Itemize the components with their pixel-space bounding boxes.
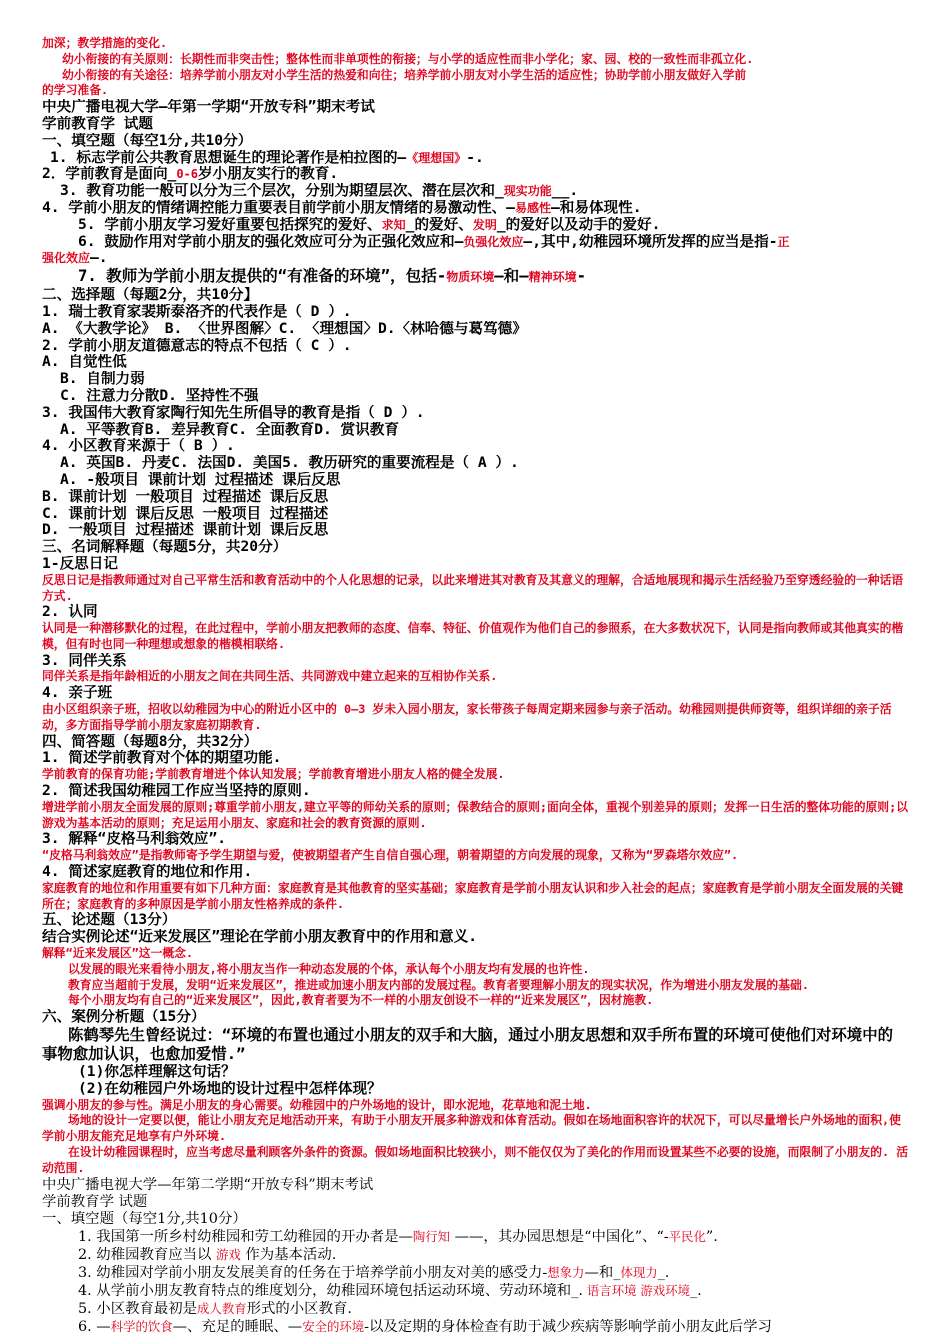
exam1-section5-heading: 五、论述题（13分）: [42, 912, 177, 929]
question-text: ”.: [705, 1228, 718, 1245]
intro-approaches: 幼小衔接的有关途径：培养学前小朋友对小学生活的热爱和向往；培养学前小朋友对小学生活的适应性；协助学前小朋友做好入学前: [62, 67, 747, 82]
exam1-choice-q2-option-b: B. 自制力弱: [60, 371, 145, 388]
case-question-2: (2)在幼稚园户外场地的设计过程中怎样体现？: [78, 1080, 382, 1097]
exam1-choice-q3: 3. 我国伟大教育家陶行知先生所倡导的教育是指（ D ）.: [42, 404, 425, 421]
exam2-fill-q3: [42, 1264, 908, 1282]
question-text: ——，其办园思想是“中国化”、“-: [450, 1228, 669, 1245]
essay-answer-2: 以发展的眼光来看待小朋友,将小朋友当作一种动态发展的个体，承认每个小朋友均有发展的也许性.: [68, 961, 590, 976]
question-text: 3. 教育功能一般可以分为三个层次，分别为期望层次、潜在层次和_: [60, 183, 504, 200]
question-text: 岁小朋友实行的教育.: [198, 166, 339, 183]
essay-answer-4: 每个小朋友均有自己的“近来发展区”，因此,教育者要为不一样的小朋友创设不一样的“近来发展区”，因材施教.: [68, 993, 654, 1008]
question-text: 形式的小区教育.: [246, 1300, 352, 1317]
question-text: _.: [689, 1282, 702, 1299]
answer: 科学的饮食: [110, 1318, 173, 1334]
exam1-choice-q5-option-b: B. 课前计划 一般项目 过程描述 课后反思: [42, 488, 329, 505]
exam1-choice-q2: 2. 学前小朋友道德意志的特点不包括（ C ）.: [42, 337, 352, 354]
short-answer-a1: 学前教育的保育功能;学前教育增进个体认知发展；学前教育增进小朋友人格的健全发展.: [42, 767, 505, 782]
exam1-choice-q4-options: A. 英国B. 丹麦C. 法国D. 美国5. 教历研究的重要流程是（ A ）.: [60, 455, 519, 472]
exam1-choice-q5-option-d: D. 一般项目 过程描述 课前计划 课后反思: [42, 522, 329, 539]
exam1-fill-q2: [42, 166, 908, 183]
case-text: 陈鹤琴先生曾经说过：“环境的布置也通过小朋友的双手和大脑，通过小朋友思想和双手所布置的环境可使他们对环境中的事物愈加认识，也愈加爱惜.”: [42, 1026, 893, 1064]
exam1-choice-q2-option-cd: C. 注意力分散D. 坚持性不强: [60, 387, 259, 404]
exam2-fill-q1: [42, 1228, 908, 1246]
answer: 游戏: [216, 1246, 241, 1262]
exam1-choice-q3-options: A. 平等教育B. 差异教育C. 全面教育D. 赏识教育: [60, 421, 399, 438]
exam1-section6-heading: 六、案例分析题（15分）: [42, 1009, 206, 1026]
exam1-choice-q5-option-c: C. 课前计划 课后反思 一般项目 过程描述: [42, 505, 329, 522]
answer: 负强化效应: [463, 234, 524, 249]
question-text: 2．学前教育是面向_: [42, 166, 177, 183]
intro-line: 加深；教学措施的变化.: [42, 36, 168, 50]
exam1-choice-q1-options: A. 《大教学论》 B. 〈世界图解〉C. 〈理想国〉D.〈林哈德与葛笃德》: [42, 320, 527, 337]
question-text: 1. 我国第一所乡村幼稚园和劳工幼稚园的开办者是—: [78, 1228, 413, 1245]
short-answer-q2: 2. 简述我国幼稚园工作应当坚持的原则.: [42, 783, 311, 800]
answer: 物质环境: [446, 270, 495, 285]
answer: 平民化: [668, 1228, 706, 1244]
question-text: -: [576, 267, 587, 286]
question-text: 2. 幼稚园教育应当以: [78, 1246, 217, 1263]
term-1: 1-反思日记: [42, 555, 118, 572]
exam1-fill-q1: [42, 150, 908, 167]
answer: 现实功能: [503, 184, 552, 199]
case-answer-1: 强调小朋友的参与性。满足小朋友的身心需要。幼稚园中的户外场地的设计，即水泥地，花草地和泥土地.: [42, 1097, 592, 1112]
answer: 0-6: [176, 167, 199, 182]
question-text: __.: [551, 183, 579, 200]
term-3: 3. 同伴关系: [42, 652, 127, 669]
term-2-definition: 认同是一种潜移默化的过程，在此过程中，学前小朋友把教师的态度、信奉、特征、价值观作为他们自己的参照系，在大多数状况下，认同是指向教师或其他真实的楷模，但有时也同一种理想或想象的楷模相联络.: [42, 621, 904, 651]
short-answer-q3: 3. 解释“皮格马利翁效应”.: [42, 831, 227, 848]
essay-answer-1: 解释“近来发展区”这一概念.: [42, 946, 194, 961]
short-answer-a2: 增进学前小朋友全面发展的原则;尊重学前小朋友,建立平等的师幼关系的原则；保教结合的原则;面向全体，重视个别差异的原则；发挥一日生活的整体功能的原则;以游戏为基本活动的原则；充足运用小朋友、家庭和社会的教育资源的原则.: [42, 799, 908, 830]
question-text: _.: [657, 1264, 670, 1281]
answer: 安全的环境: [302, 1318, 365, 1334]
intro-principles: 幼小衔接的有关原则：长期性而非突击性；整体性而非单项性的衔接；与小学的适应性而非小学化；家、园、校的一致性而非孤立化.: [62, 51, 754, 66]
question-text: —.: [90, 250, 108, 267]
exam1-choice-q4: 4. 小区教育来源于（ B ）.: [42, 438, 235, 455]
short-answer-a4: 家庭教育的地位和作用重要有如下几种方面：家庭教育是其他教育的坚实基础；家庭教育是学前小朋友认识和步入社会的起点；家庭教育是学前小朋友全面发展的关键所在；家庭教育的多种原因是学前小朋友性格养成的条件.: [42, 880, 904, 911]
exam1-fill-q7: [42, 267, 908, 287]
term-4-definition: 由小区组织亲子班，招收以幼稚园为中心的附近小区中的 0—3 岁未入园小朋友，家长带孩子每周定期来园参与亲子活动。幼稚园则提供师资等，组织详细的亲子活动，多方面指导学前小朋友家庭初期教育.: [42, 702, 892, 732]
question-text: 6. 鼓励作用对学前小朋友的强化效应可分为正强化效应和—: [78, 233, 464, 250]
exam2-subject: 学前教育学 试题: [42, 1193, 148, 1210]
exam1-fill-q4: [42, 200, 908, 217]
short-answer-q1: 1. 简述学前教育对个体的期望功能.: [42, 750, 282, 767]
question-text: 4. 从学前小朋友教育特点的维度划分，幼稚园环境包括运动环境、劳动环境和_.: [78, 1282, 583, 1299]
exam1-fill-q6-cont: [42, 250, 908, 267]
exam1-section1-heading: 一、填空题（每空1分,共10分）: [42, 132, 253, 149]
case-question-1: (1)你怎样理解这句话？: [78, 1064, 236, 1081]
exam2-fill-q2: [42, 1246, 908, 1264]
exam1-choice-q2-option-a: A. 自觉性低: [42, 354, 127, 371]
question-text: _的爱好以及动手的爱好.: [496, 216, 661, 233]
term-1-definition: 反思日记是指教师通过对自己平常生活和教育活动中的个人化思想的记录，以此来增进其对教育及其意义的理解，合适地展现和揭示生活经验乃至穿透经验的一种话语方式.: [42, 572, 904, 603]
question-text: 4. 学前小朋友的情绪调控能力重要表目前学前小朋友情绪的易激动性、—: [42, 199, 515, 216]
intro-approaches-cont: 的学习准备.: [42, 83, 109, 98]
question-text: 作为基本活动.: [240, 1246, 337, 1263]
answer: 发明: [472, 217, 497, 232]
answer: 正: [777, 234, 790, 249]
answer: 强化效应: [42, 251, 91, 266]
answer: 想象力: [547, 1264, 585, 1280]
exam2-fill-q5: [42, 1300, 908, 1318]
exam1-fill-q5: [42, 217, 908, 234]
exam1-section4-heading: 四、简答题（每题8分，共32分）: [42, 733, 259, 750]
question-text: —和易体现性.: [550, 199, 642, 216]
question-text: -.: [466, 149, 484, 166]
question-text: _的爱好、: [405, 216, 473, 233]
question-text: 5. 学前小朋友学习爱好重要包括探究的爱好、: [78, 216, 382, 233]
exam2-title: 中央广播电视大学—年第二学期“开放专科”期末考试: [42, 1176, 374, 1193]
question-text: 6. —: [78, 1318, 111, 1335]
answer: 易感性: [514, 200, 551, 215]
exam1-fill-q3: [42, 183, 908, 200]
question-text: -以及定期的身体检查有助于减少疾病等影响学前小朋友此后学习: [364, 1318, 772, 1335]
answer: 陶行知: [412, 1228, 451, 1244]
question-text: —,其中,幼稚园环境所发挥的应当是指-: [523, 233, 778, 250]
answer: 《理想国》: [406, 150, 467, 165]
answer: 体现力: [620, 1264, 658, 1280]
exam1-choice-q1: 1. 瑞士教育家裴斯泰洛齐的代表作是（ D ）.: [42, 303, 352, 320]
essay-question: 结合实例论述“近来发展区”理论在学前小朋友教育中的作用和意义.: [42, 929, 477, 946]
term-2: 2. 认同: [42, 604, 98, 621]
term-4: 4. 亲子班: [42, 685, 113, 702]
short-answer-a3: “皮格马利翁效应”是指教师寄予学生期望与爱，使被期望者产生自信自强心理，朝着期望的方向发展的现象，又称为“罗森塔尔效应”.: [42, 848, 739, 863]
case-answer-2: 场地的设计一定要以便，能让小朋友充足地活动开来，有助于小朋友开展多种游戏和体育活动。假如在场地面积容许的状况下，可以尽量增长户外场地的面积,使学前小朋友能充足地享有户外环境.: [42, 1113, 901, 1144]
question-text: 1. 标志学前公共教育思想诞生的理论著作是柏拉图的—: [50, 149, 407, 166]
exam1-subject: 学前教育学 试题: [42, 115, 153, 132]
question-text: —、充足的睡眠、—: [172, 1318, 303, 1335]
answer: 精神环境: [528, 270, 577, 285]
case-answer-3: 在设计幼稚园课程时，应当考虑尽量利顾客外条件的资源。假如场地面积比较狭小，则不能仅仅为了美化的作用而设置某些不必要的设施，而限制了小朋友的. 活动范围.: [42, 1145, 908, 1175]
exam2-fill-q4: [42, 1282, 908, 1300]
exam1-section2-heading: 二、选择题（每题2分，共10分】: [42, 287, 259, 304]
answer: 求知: [381, 217, 406, 232]
term-3-definition: 同伴关系是指年龄相近的小朋友之间在共同生活、共同游戏中建立起来的互相协作关系.: [42, 669, 498, 684]
essay-answer-3: 教育应当超前于发展，发明“近来发展区”，推进或加速小朋友内部的发展过程。教育者要理解小朋友的现实状况，作为增进小朋友发展的基础.: [68, 977, 809, 992]
question-text: —和—: [494, 267, 529, 286]
exam1-title: 中央广播电视大学—年第一学期“开放专科”期末考试: [42, 99, 375, 116]
exam2-fill-q6: [42, 1318, 908, 1336]
exam2-section1-heading: 一、填空题（每空1分,共10分）: [42, 1210, 247, 1227]
short-answer-q4: 4. 简述家庭教育的地位和作用.: [42, 864, 253, 881]
answer: 成人教育: [197, 1300, 247, 1316]
question-text: 7. 教师为学前小朋友提供的“有准备的环境”，包括-: [78, 267, 447, 286]
question-text: 3. 幼稚园对学前小朋友发展美育的任务在于培养学前小朋友对美的感受力-: [78, 1264, 548, 1281]
exam1-fill-q6: [42, 234, 908, 251]
answer: 语言环境 游戏环境: [582, 1282, 690, 1298]
question-text: 5. 小区教育最初是: [78, 1300, 198, 1317]
question-text: —和_: [584, 1264, 621, 1281]
exam1-section3-heading: 三、名词解释题（每题5分，共20分）: [42, 539, 288, 556]
exam1-choice-q5-option-a: A. -般项目 课前计划 过程描述 课后反思: [60, 471, 341, 488]
